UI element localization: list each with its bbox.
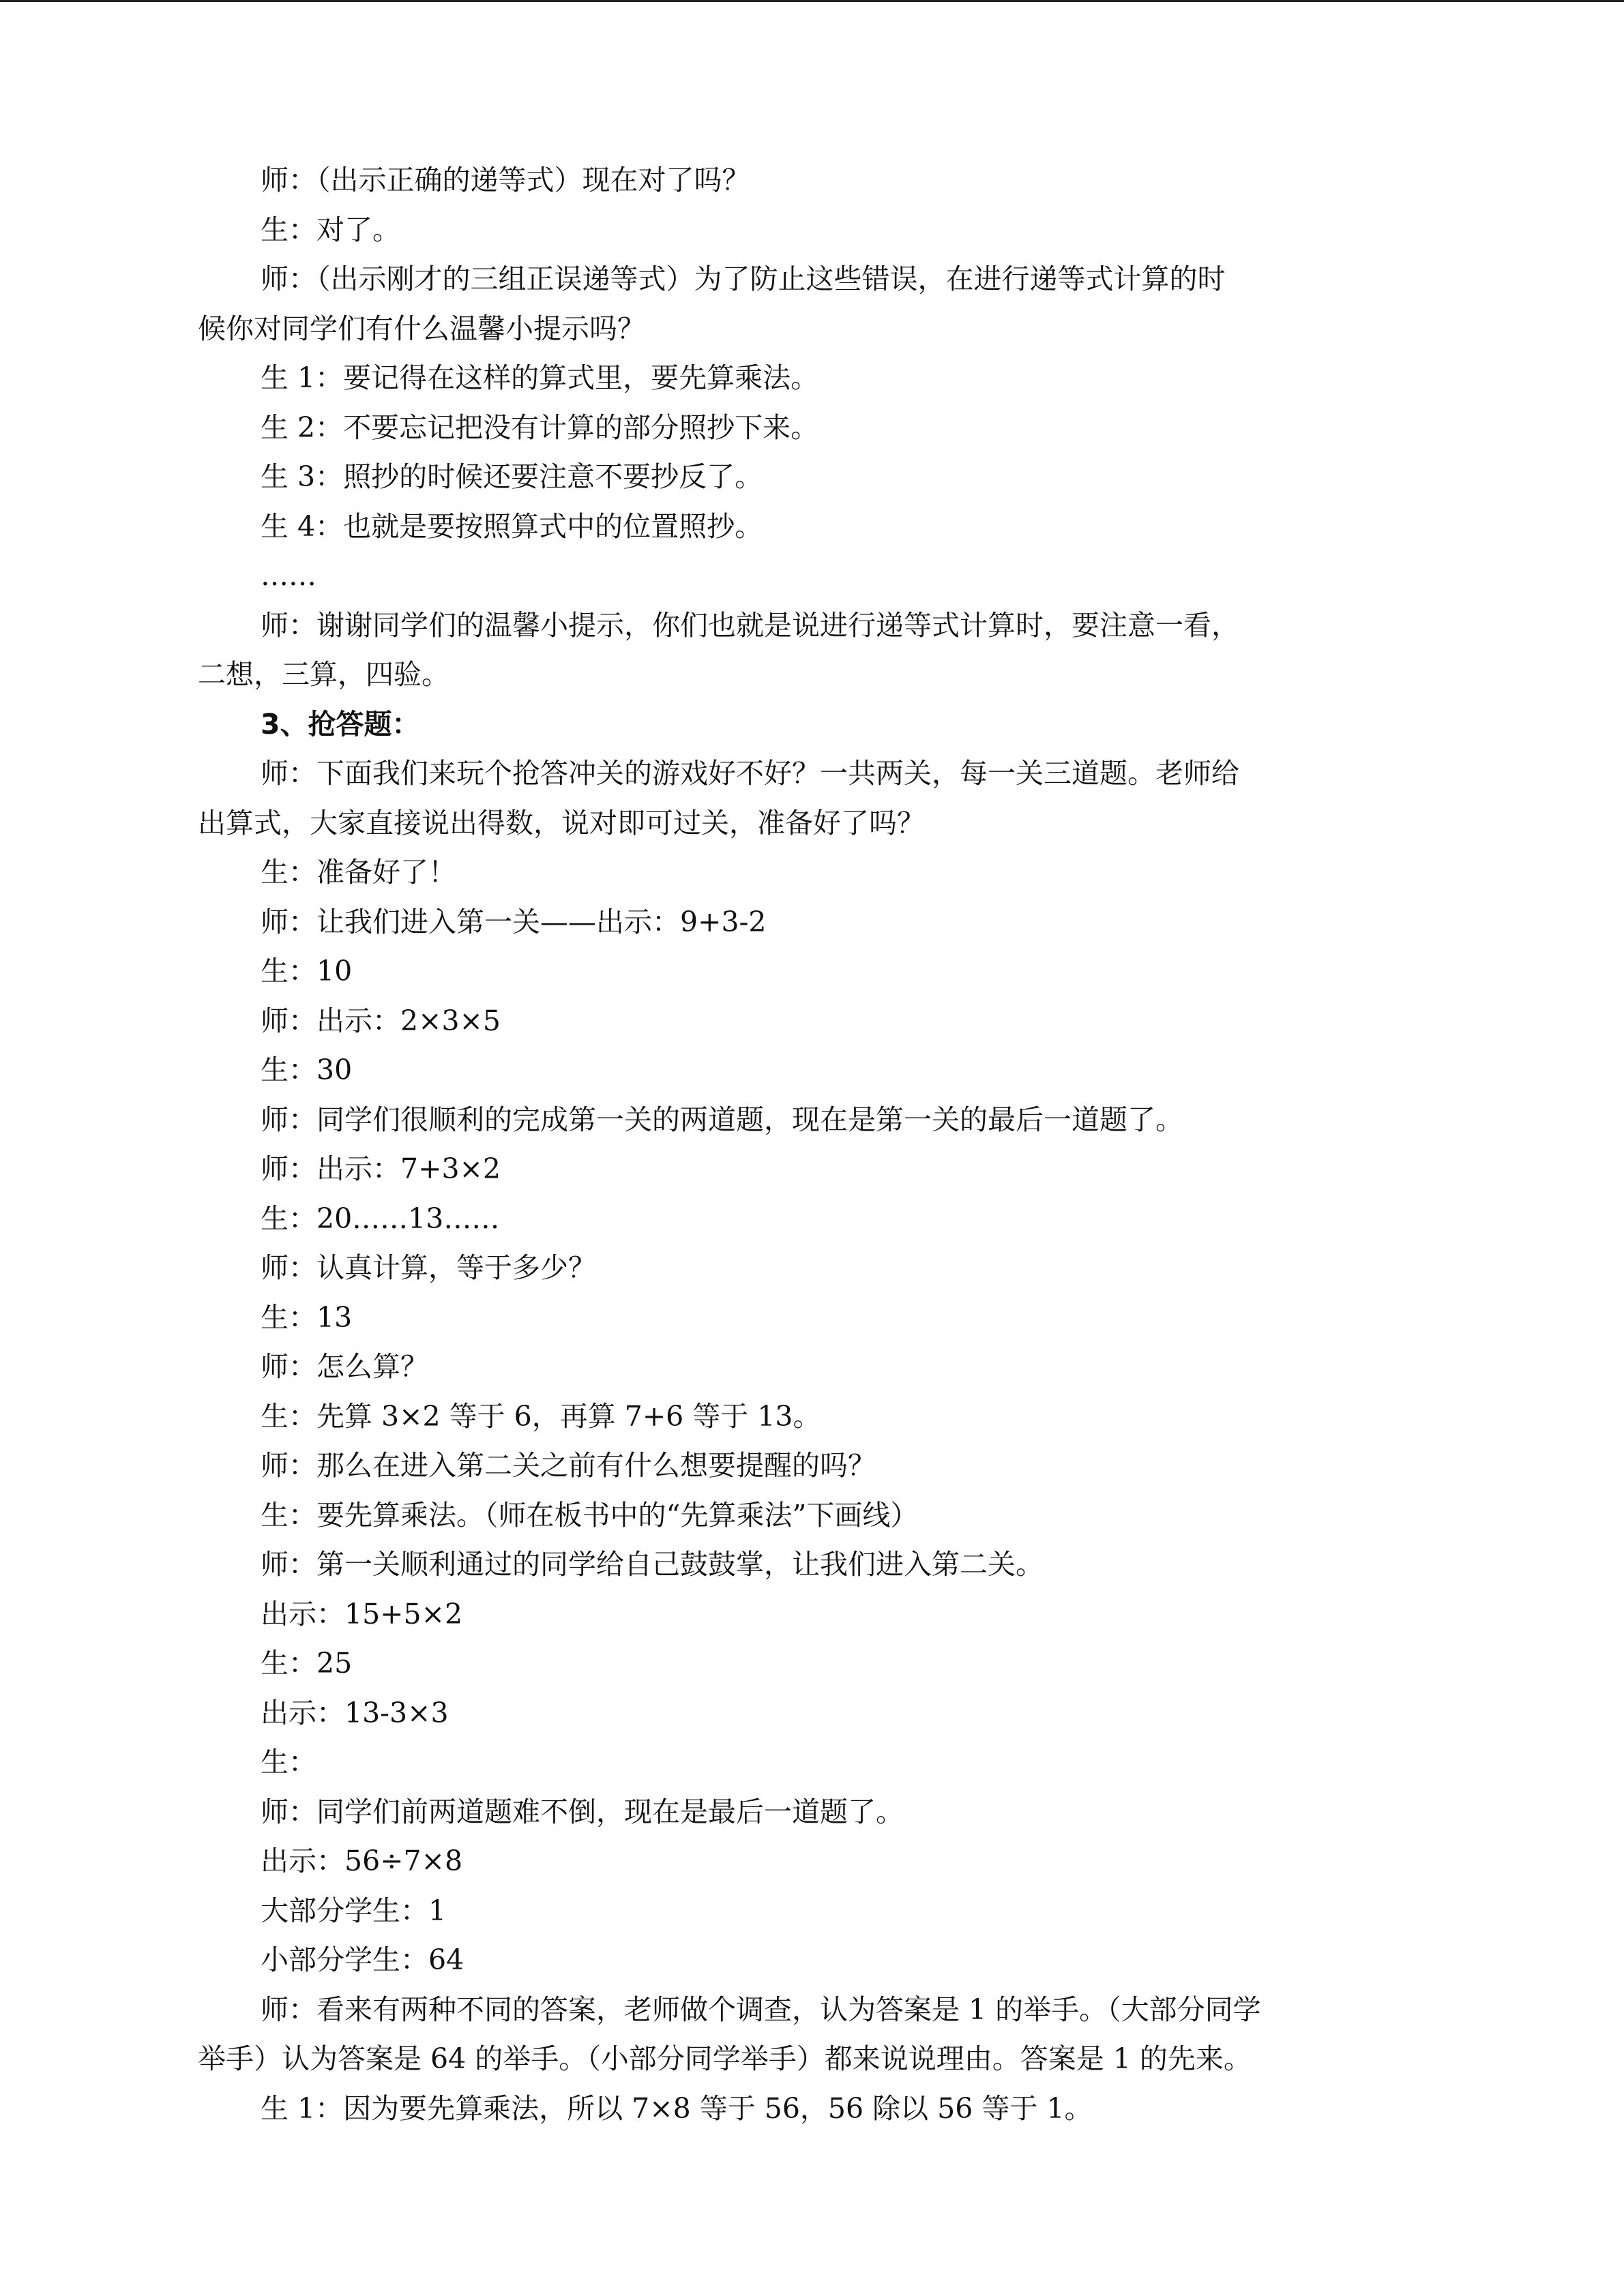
text-line: 师：出示：2×3×5 bbox=[261, 1004, 501, 1037]
text-line: 生：要先算乘法。（师在板书中的“先算乘法”下画线） bbox=[261, 1498, 919, 1532]
text-line: 师：第一关顺利通过的同学给自己鼓鼓掌，让我们进入第二关。 bbox=[261, 1548, 1044, 1581]
text-line: 出示：15+5×2 bbox=[261, 1597, 463, 1630]
text-line: 二想，三算，四验。 bbox=[198, 658, 449, 691]
text-line: 出示：13-3×3 bbox=[261, 1696, 449, 1729]
document-page bbox=[198, 155, 1426, 2133]
text-line: 生：10 bbox=[261, 955, 353, 987]
text-line: 生：准备好了！ bbox=[261, 856, 456, 889]
text-line: 出算式，大家直接说出得数，说对即可过关，准备好了吗？ bbox=[198, 806, 925, 839]
text-line: 师：（出示正确的递等式）现在对了吗？ bbox=[261, 164, 750, 196]
text-line: 师：出示：7+3×2 bbox=[261, 1152, 501, 1185]
text-line: 生： bbox=[261, 1746, 316, 1778]
text-line: 出示：56÷7×8 bbox=[261, 1845, 463, 1877]
text-line: 师：同学们很顺利的完成第一关的两道题，现在是第一关的最后一道题了。 bbox=[261, 1103, 1183, 1136]
text-line: 生 1：因为要先算乘法，所以 7×8 等于 56，56 除以 56 等于 1。 bbox=[261, 2091, 1093, 2125]
document-body bbox=[198, 155, 1426, 2133]
text-line: 生 2：不要忘记把没有计算的部分照抄下来。 bbox=[261, 411, 819, 444]
text-line: 候你对同学们有什么温馨小提示吗？ bbox=[198, 312, 645, 345]
text-line: …… bbox=[261, 559, 316, 592]
text-line: 师：谢谢同学们的温馨小提示，你们也就是说进行递等式计算时，要注意一看， bbox=[261, 608, 1239, 642]
text-line: 生 1：要记得在这样的算式里，要先算乘法。 bbox=[261, 361, 819, 394]
text-line: 小部分学生：64 bbox=[261, 1943, 464, 1976]
text-line: 师：下面我们来玩个抢答冲关的游戏好不好？一共两关，每一关三道题。老师给 bbox=[261, 757, 1239, 790]
text-line: 大部分学生：1 bbox=[261, 1894, 447, 1927]
text-line: 师：让我们进入第一关——出示：9+3-2 bbox=[261, 905, 767, 938]
section-heading: 3、抢答题： bbox=[261, 707, 420, 741]
text-line: 生：对了。 bbox=[261, 213, 400, 246]
text-line: 师：同学们前两道题难不倒，现在是最后一道题了。 bbox=[261, 1795, 904, 1828]
text-line: 生：先算 3×2 等于 6，再算 7+6 等于 13。 bbox=[261, 1399, 821, 1433]
text-line: 师：那么在进入第二关之前有什么想要提醒的吗？ bbox=[261, 1449, 876, 1482]
text-line: 生：30 bbox=[261, 1054, 353, 1086]
text-line: 师：怎么算？ bbox=[261, 1350, 428, 1383]
text-line: 生：13 bbox=[261, 1300, 353, 1334]
text-line: 举手）认为答案是 64 的举手。（小部分同学举手）都来说说理由。答案是 1 的先来。 bbox=[198, 2042, 1252, 2075]
text-line: 生 3：照抄的时候还要注意不要抄反了。 bbox=[261, 460, 763, 493]
text-line: 生：25 bbox=[261, 1647, 353, 1680]
top-border-line bbox=[0, 0, 1624, 2]
text-line: 生 4：也就是要按照算式中的位置照抄。 bbox=[261, 509, 763, 543]
text-line: 师：认真计算，等于多少？ bbox=[261, 1251, 596, 1284]
text-line: 师：（出示刚才的三组正误递等式）为了防止这些错误，在进行递等式计算的时 bbox=[261, 263, 1226, 295]
text-line: 师：看来有两种不同的答案，老师做个调查，认为答案是 1 的举手。（大部分同学 bbox=[261, 1993, 1261, 2026]
text-line: 生：20……13…… bbox=[261, 1202, 500, 1235]
